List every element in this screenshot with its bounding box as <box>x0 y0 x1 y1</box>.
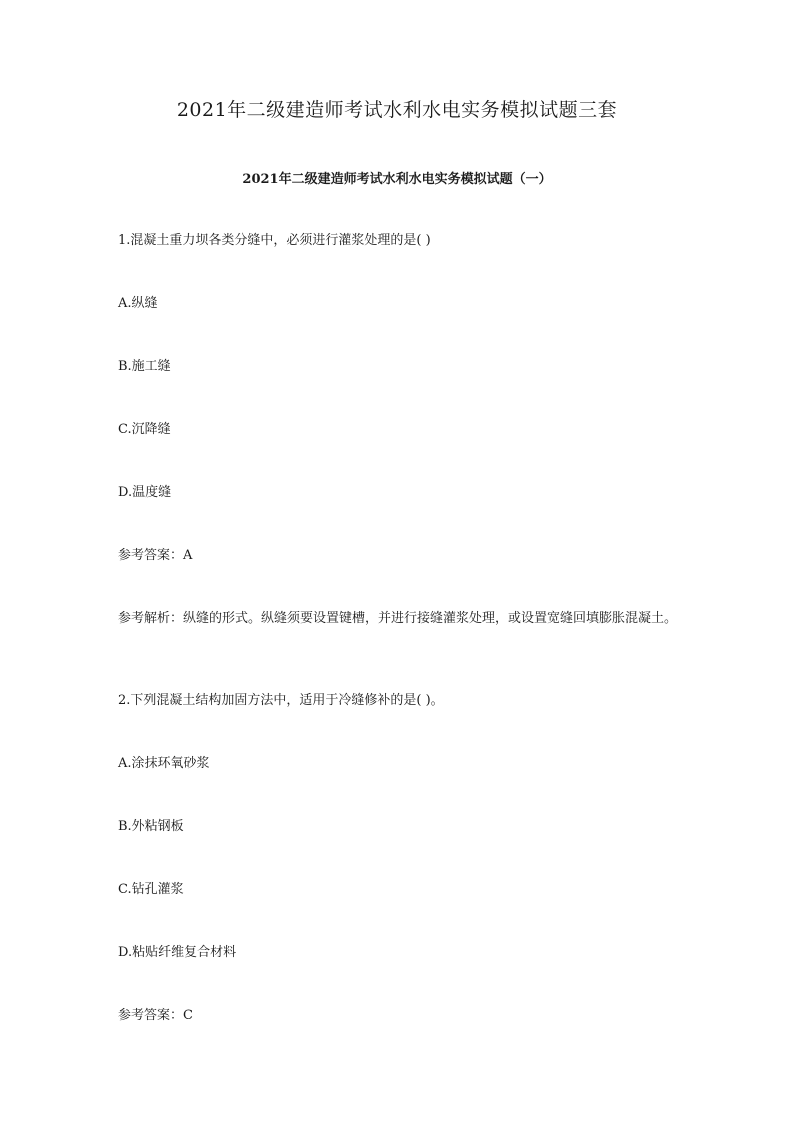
question-1-option-c: C.沉降缝 <box>118 422 171 437</box>
document-title: 2021年二级建造师考试水利水电实务模拟试题三套 <box>176 99 618 121</box>
question-1-analysis: 参考解析：纵缝的形式。纵缝须要设置键槽，并进行接缝灌浆处理，或设置宽缝回填膨胀混凝土。 <box>118 611 678 626</box>
question-1-option-a: A.纵缝 <box>118 296 158 311</box>
question-1-option-b: B.施工缝 <box>118 359 171 374</box>
question-2-option-b: B.外粘钢板 <box>118 819 184 834</box>
question-1-answer: 参考答案：A <box>118 548 193 563</box>
question-2-option-d: D.粘贴纤维复合材料 <box>118 945 237 960</box>
question-2-stem: 2.下列混凝土结构加固方法中，适用于冷缝修补的是( )。 <box>118 693 444 708</box>
document-subtitle: 2021年二级建造师考试水利水电实务模拟试题（一） <box>242 172 552 187</box>
question-2-answer: 参考答案：C <box>118 1008 193 1023</box>
question-2-option-a: A.涂抹环氧砂浆 <box>118 756 210 771</box>
question-1-stem: 1.混凝土重力坝各类分缝中，必须进行灌浆处理的是( ) <box>118 233 431 248</box>
question-2-option-c: C.钻孔灌浆 <box>118 882 184 897</box>
question-1-option-d: D.温度缝 <box>118 485 172 500</box>
